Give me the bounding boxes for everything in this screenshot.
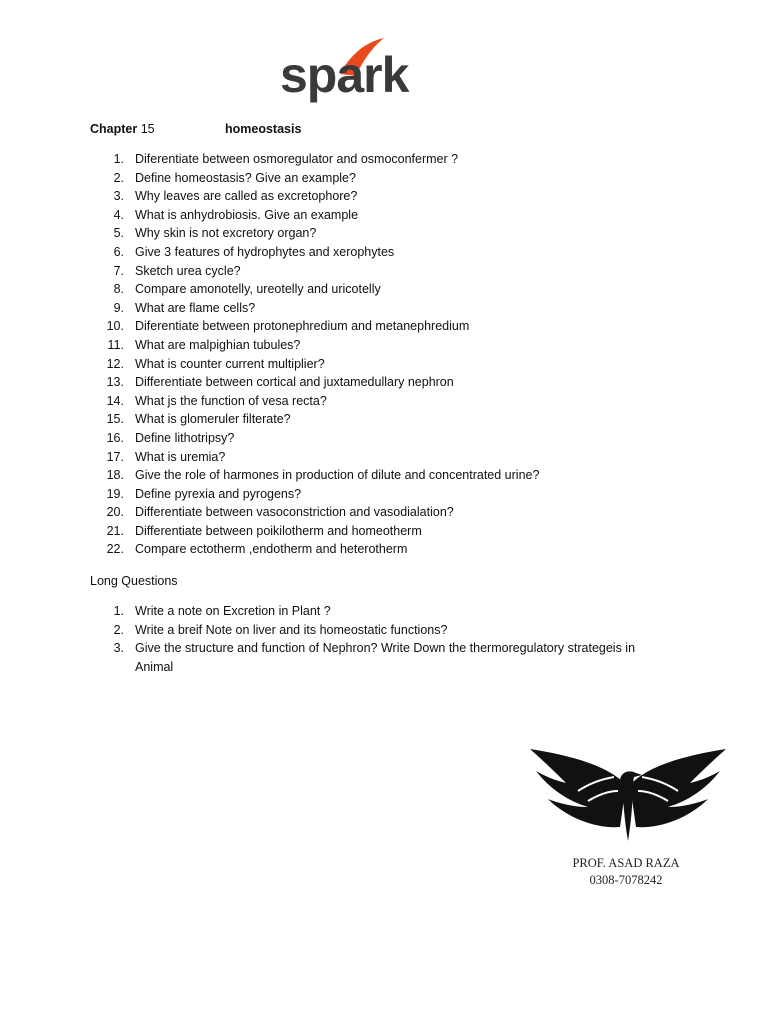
question-text: Give the role of harmones in production of dilute and concentrated urine? [135, 468, 540, 483]
question-number: 17. [106, 449, 124, 464]
question-text: Why skin is not excretory organ? [135, 226, 317, 241]
question-number: 14. [106, 393, 124, 408]
chapter-label: Chapter [90, 122, 138, 136]
question-text: Diferentiate between osmoregulator and osmoconfermer ? [135, 152, 459, 166]
question-number: 13. [106, 375, 124, 390]
long-question-item [90, 602, 675, 621]
question-number: 20. [106, 505, 124, 520]
question-number: 1. [113, 604, 124, 618]
svg-text:spark: spark [280, 47, 409, 103]
chapter-topic: homeostasis [225, 122, 302, 136]
question-text: Sketch urea cycle? [135, 263, 241, 278]
question-number: 7. [113, 263, 124, 278]
signature-phone: 0308-7078242 [589, 873, 663, 887]
question-number: 12. [106, 356, 124, 371]
question-number: 2. [113, 170, 124, 185]
question-text: What is uremia? [135, 449, 226, 464]
question-number: 5. [113, 226, 124, 241]
question-number: 8. [113, 282, 124, 297]
question-number: 10. [106, 319, 124, 334]
question-text: What is glomeruler filterate? [135, 412, 291, 427]
question-text: Write a note on Excretion in Plant ? [135, 604, 331, 618]
question-text: What is counter current multiplier? [135, 356, 325, 371]
question-number: 3. [113, 189, 124, 204]
question-number: 2. [113, 622, 124, 637]
spark-logo [280, 34, 446, 106]
question-number: 16. [106, 430, 124, 445]
question-text: Diferentiate between protonephredium and metanephredium [135, 319, 470, 334]
question-number: 11. [107, 337, 124, 352]
long-question-item [90, 639, 675, 676]
question-text: What is anhydrobiosis. Give an example [135, 207, 359, 222]
question-text: Define homeostasis? Give an example? [135, 170, 356, 185]
question-text: Give the structure and function of Nephron? Write Down the thermoregulatory strategeis in Animal [135, 641, 636, 674]
long-questions-list [90, 602, 675, 676]
question-text: Differentiate between cortical and juxtamedullary nephron [135, 375, 454, 390]
question-text: Give 3 features of hydrophytes and xerophytes [135, 244, 395, 259]
question-text: Compare ectotherm ,endotherm and heterotherm [135, 542, 408, 557]
long-question-item [90, 621, 675, 640]
chapter-number: 15 [140, 122, 155, 136]
question-number: 4. [113, 207, 124, 222]
chapter-heading [90, 122, 302, 136]
question-text: What js the function of vesa recta? [135, 393, 327, 408]
question-number: 15. [106, 412, 124, 427]
question-text: Write a breif Note on liver and its homeostatic functions? [135, 622, 448, 637]
question-number: 3. [113, 641, 124, 656]
question-number: 6. [113, 244, 124, 259]
question-text: Compare amonotelly, ureotelly and uricotelly [135, 282, 381, 297]
question-number: 22. [106, 542, 124, 557]
question-text: Define pyrexia and pyrogens? [135, 486, 302, 501]
question-number: 18. [106, 468, 124, 483]
question-number: 1. [113, 152, 124, 166]
question-text: What are flame cells? [135, 300, 256, 315]
question-number: 19. [106, 486, 124, 501]
question-text: What are malpighian tubules? [135, 337, 301, 352]
signature-name: PROF. ASAD RAZA [572, 856, 680, 870]
question-text: Why leaves are called as excretophore? [135, 189, 358, 204]
signature-block [560, 855, 692, 889]
question-text: Differentiate between poikilotherm and homeotherm [135, 523, 422, 538]
long-questions-heading: Long Questions [90, 574, 178, 588]
question-text: Differentiate between vasoconstriction and vasodialation? [135, 505, 454, 520]
eagle-emblem-icon [528, 745, 728, 845]
question-text: Define lithotripsy? [135, 430, 235, 445]
question-number: 21. [106, 523, 124, 538]
question-number: 9. [113, 300, 124, 315]
